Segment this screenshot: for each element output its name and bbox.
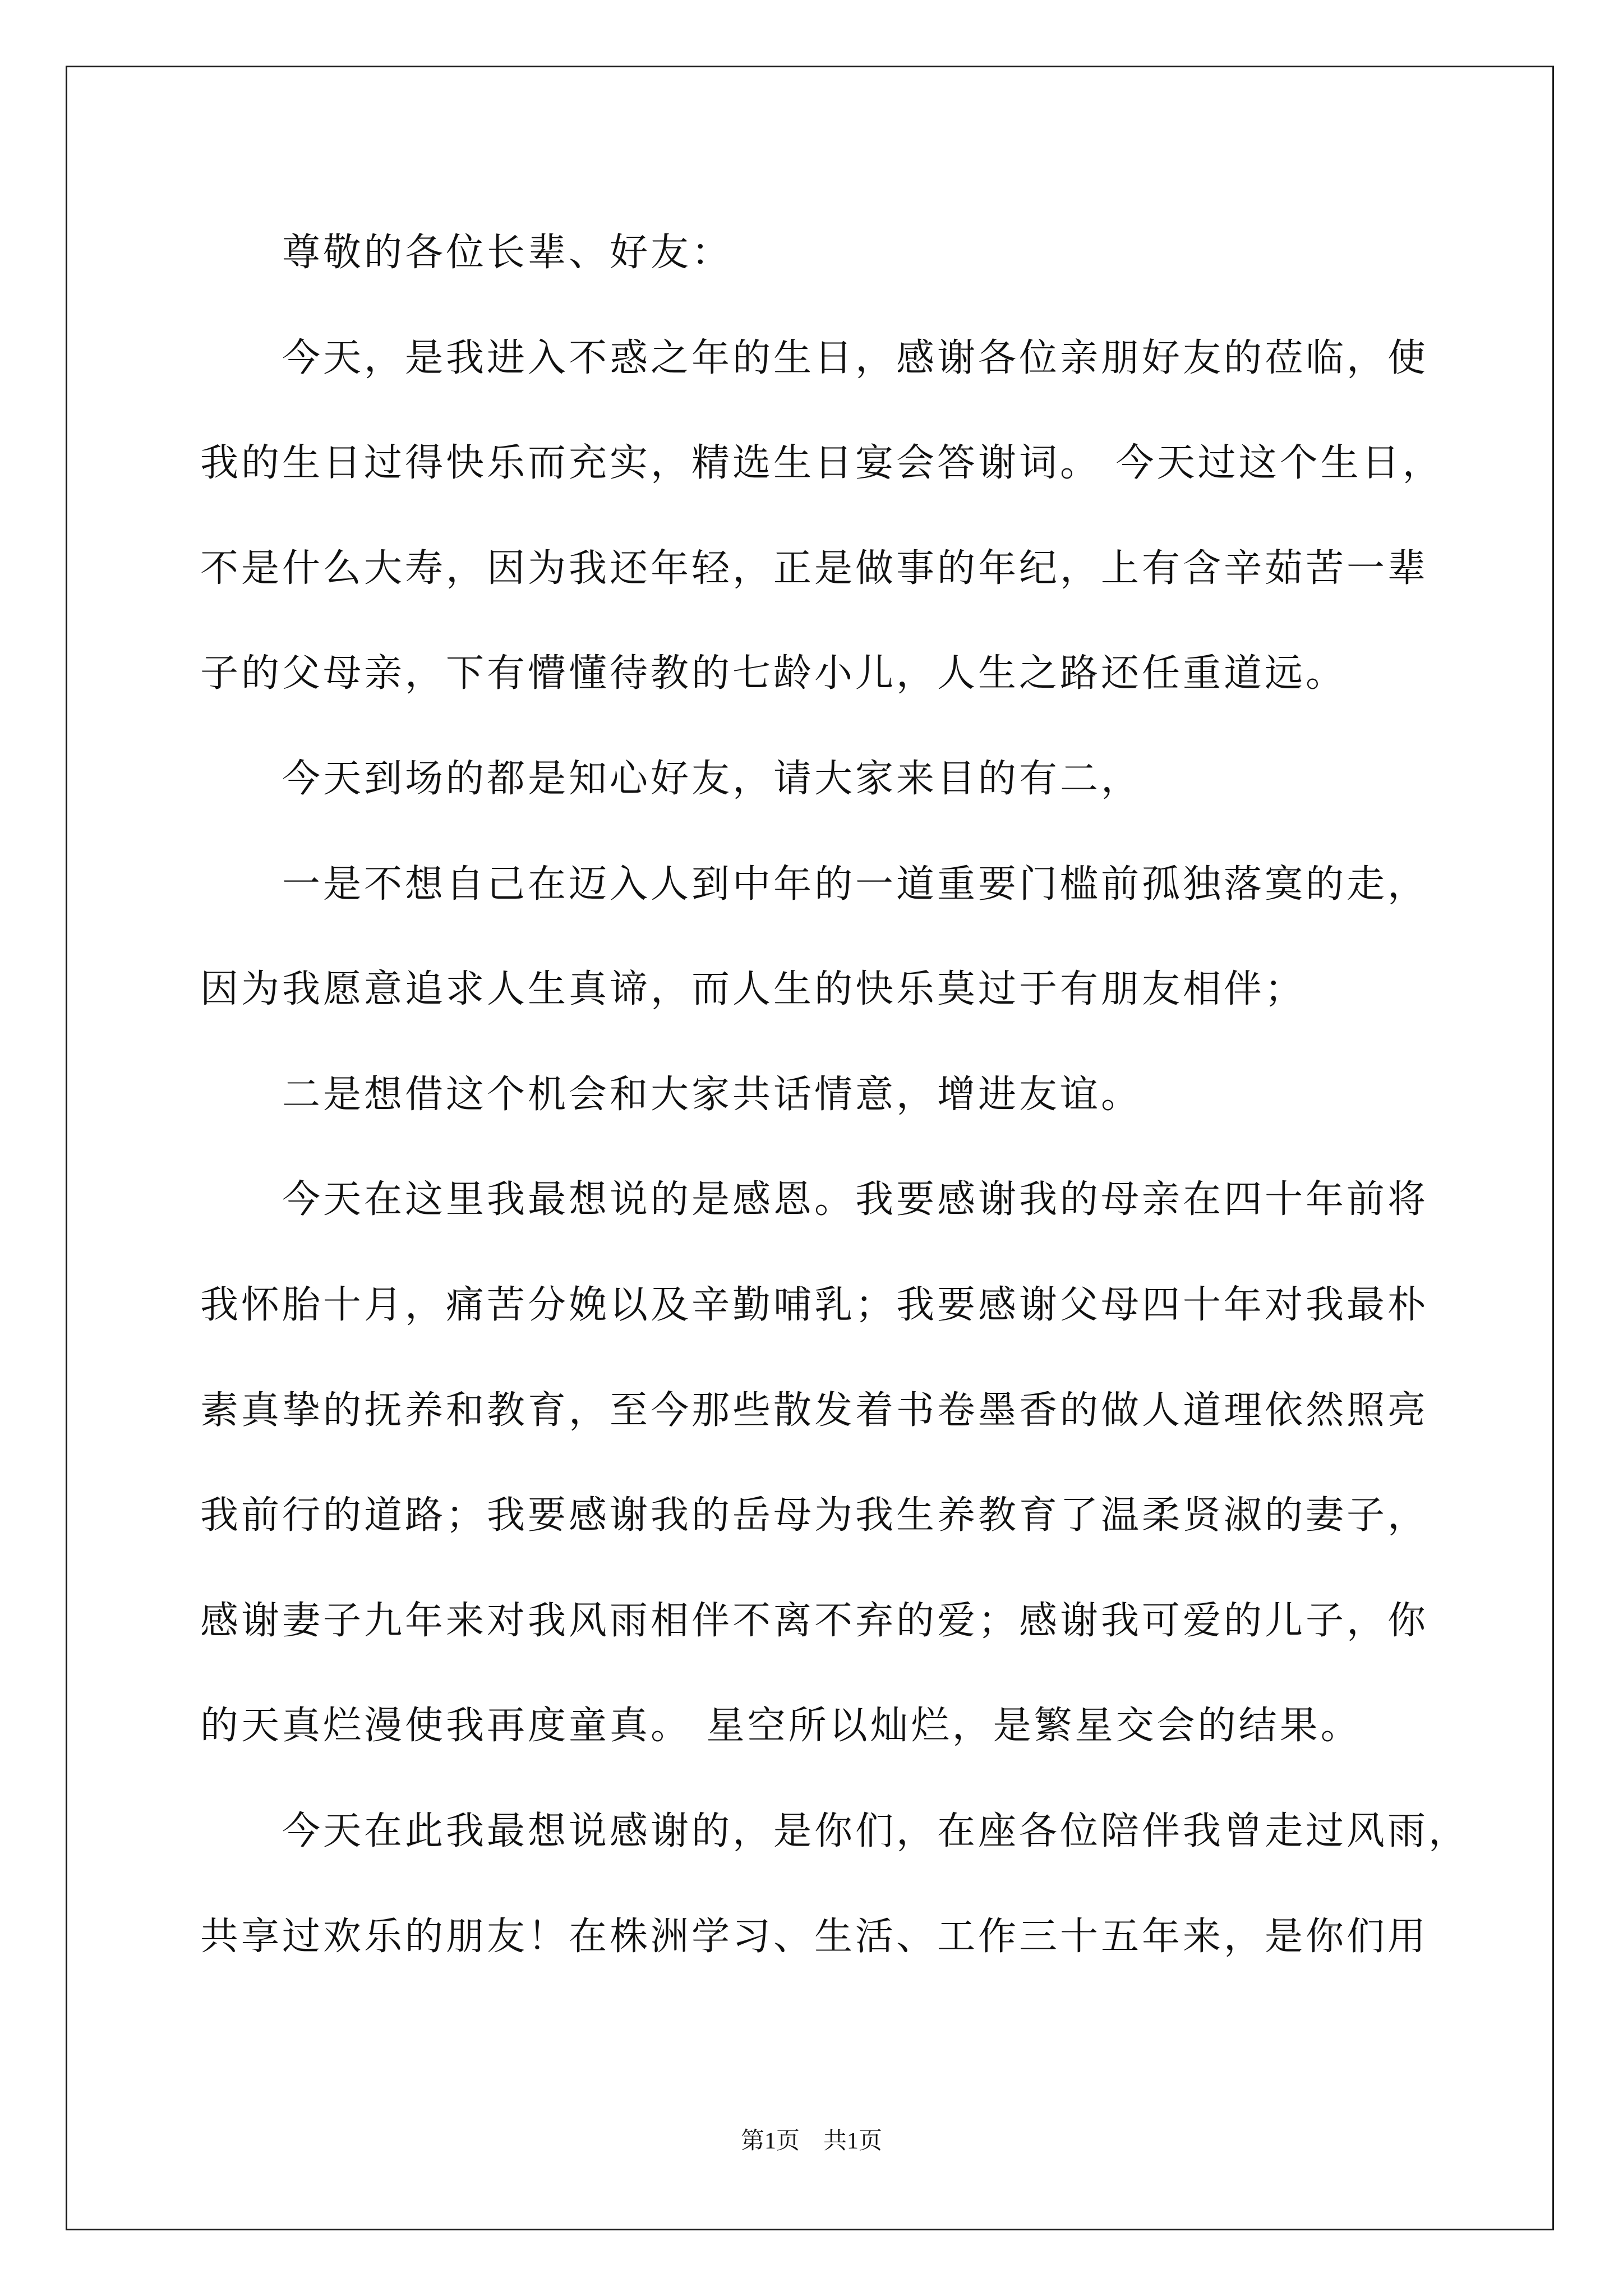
paragraph-line: 我怀胎十月，痛苦分娩以及辛勤哺乳；我要感谢父母四十年对我最朴 [200,1282,1429,1327]
paragraph-line: 一是不想自己在迈入人到中年的一道重要门槛前孤独落寞的走， [282,862,1429,907]
paragraph [200,1042,1507,1148]
paragraph [200,1779,1507,1989]
paragraph-line: 我前行的道路；我要感谢我的岳母为我生养教育了温柔贤淑的妻子， [200,1493,1429,1538]
paragraph-line: 今天到场的都是知心好友，请大家来目的有二， [282,756,1142,801]
paragraph-line: 今天在这里我最想说的是感恩。我要感谢我的母亲在四十年前将 [282,1177,1429,1222]
letter-body [200,200,1507,1989]
paragraph [200,832,1507,1042]
paragraph-line: 二是想借这个机会和大家共话情意，增进友谊。 [282,1072,1142,1117]
paragraph-line: 的天真烂漫使我再度童真。 星空所以灿烂，是繁星交会的结果。 [200,1704,1362,1749]
paragraph-line: 子的父母亲，下有懵懂待教的七龄小儿，人生之路还任重道远。 [200,651,1347,696]
paragraph-line: 我的生日过得快乐而充实，精选生日宴会答谢词。 今天过这个生日， [200,441,1444,486]
paragraph-line: 共享过欢乐的朋友！在株洲学习、生活、工作三十五年来，是你们用 [200,1914,1429,1959]
paragraph-line: 今天在此我最想说感谢的，是你们，在座各位陪伴我曾走过风雨， [282,1809,1470,1853]
paragraph [200,1147,1507,1779]
paragraph [200,726,1507,832]
paragraph-line: 今天，是我进入不惑之年的生日，感谢各位亲朋好友的莅临，使 [282,335,1429,380]
paragraph [200,306,1507,726]
paragraph-line: 感谢妻子九年来对我风雨相伴不离不弃的爱；感谢我可爱的儿子，你 [200,1598,1429,1643]
paragraph-line: 因为我愿意追求人生真谛，而人生的快乐莫过于有朋友相伴； [200,967,1306,1012]
salutation [200,200,1507,306]
page-footer: 第1页 共1页 [740,2128,882,2154]
paragraph-line: 不是什么大寿，因为我还年轻，正是做事的年纪，上有含辛茹苦一辈 [200,546,1429,591]
paragraph-line: 尊敬的各位长辈、好友： [282,231,733,275]
paragraph-line: 素真挚的抚养和教育，至今那些散发着书卷墨香的做人道理依然照亮 [200,1388,1429,1433]
